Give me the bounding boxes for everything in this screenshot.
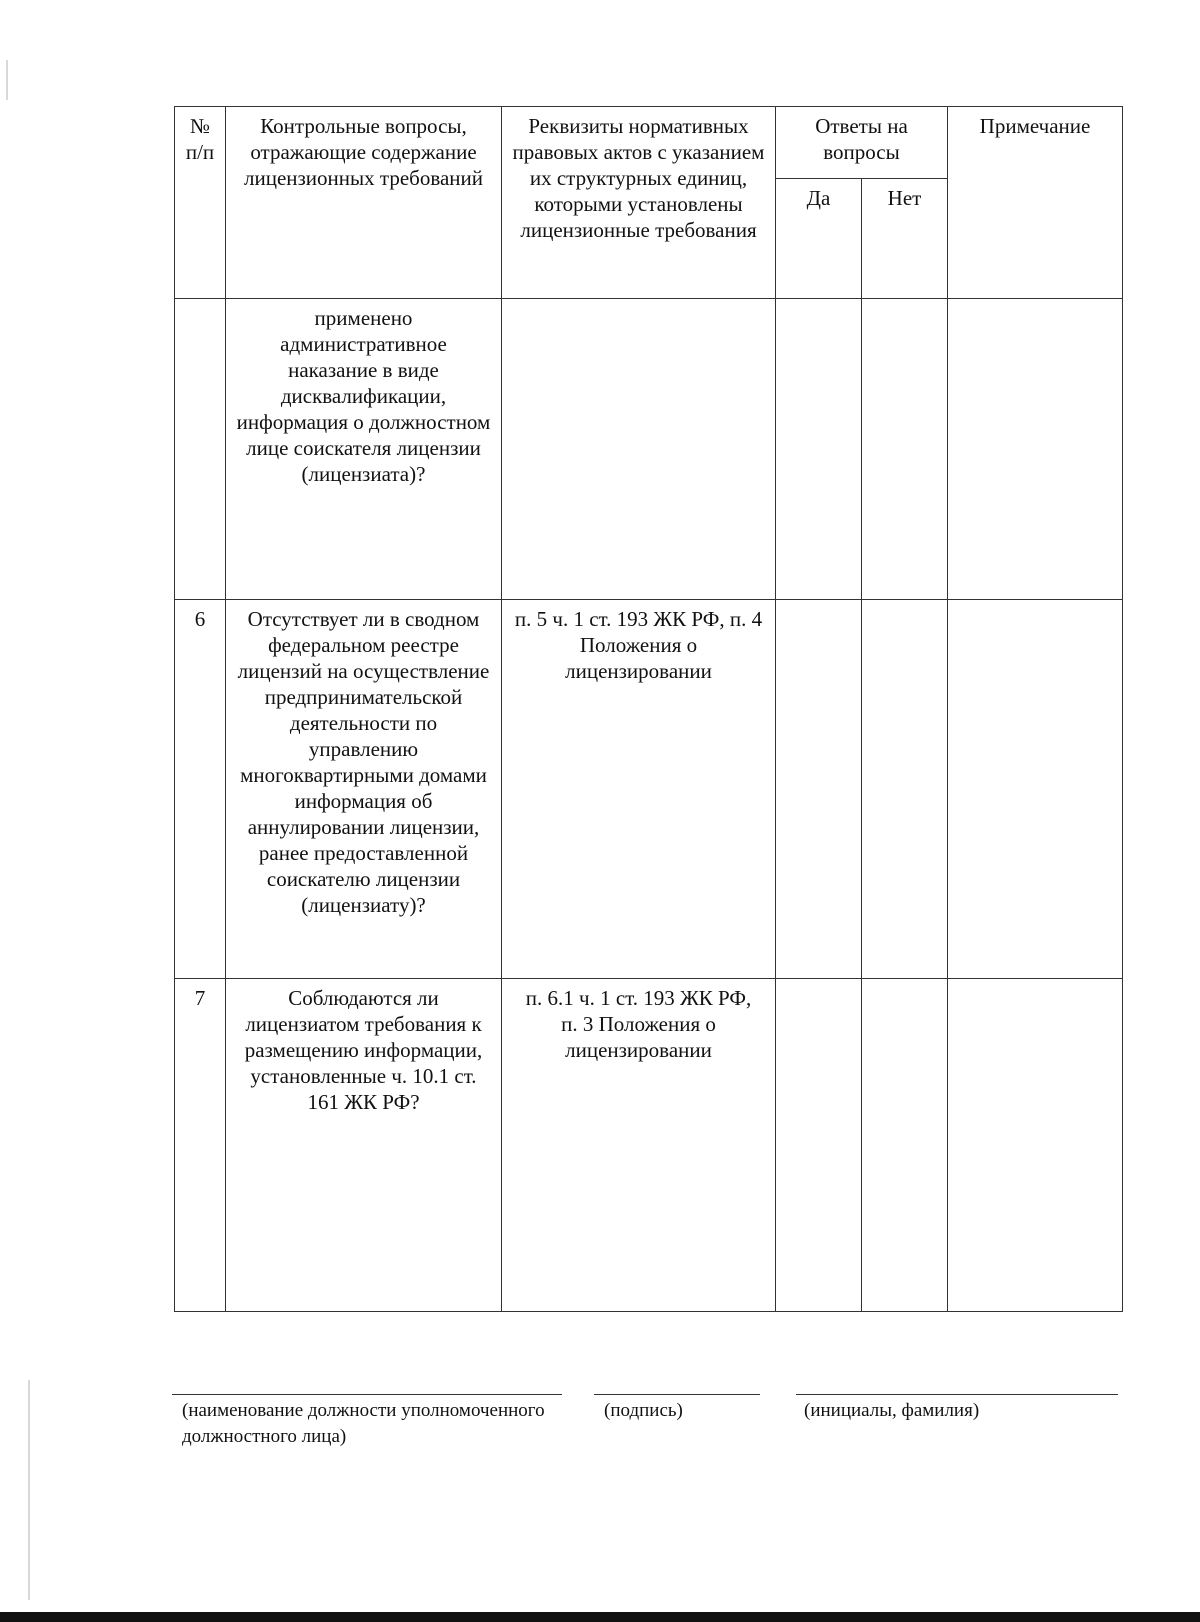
row-number-cell <box>175 299 226 600</box>
requisites-text: п. 6.1 ч. 1 ст. 193 ЖК РФ, п. 3 Положения о лицензировании <box>525 986 752 1062</box>
question-text: Соблюдаются ли лицензиатом требования к размещению информации, установленные ч. 10.1 ст. 161 ЖК РФ? <box>244 986 483 1114</box>
header-question: Контрольные вопросы, отражающие содержание лицензионных требований <box>226 107 502 299</box>
row-number-cell: 6 <box>175 600 226 979</box>
row-requisites-cell <box>502 979 776 1312</box>
scan-edge-mark <box>6 60 8 100</box>
position-caption: (наименование должности уполномоченного должностного лица) <box>182 1400 545 1447</box>
table-row <box>175 299 1123 600</box>
row-question-cell <box>226 299 502 600</box>
header-requisites: Реквизиты нормативных правовых актов с указанием их структурных единиц, которыми установлены лицензионные требования <box>502 107 776 299</box>
header-no: Нет <box>862 179 948 299</box>
row-yes-cell <box>776 299 862 600</box>
signature-caption: (подпись) <box>604 1400 683 1421</box>
requisites-text: п. 5 ч. 1 ст. 193 ЖК РФ, п. 4 Положения о лицензировании <box>514 607 763 683</box>
table-row <box>175 979 1123 1312</box>
header-yes: Да <box>776 179 862 299</box>
row-no-cell <box>862 600 948 979</box>
row-no-cell <box>862 979 948 1312</box>
header-answers: Ответы на вопросы <box>776 107 948 179</box>
row-note-cell <box>948 979 1123 1312</box>
table-row <box>175 600 1123 979</box>
row-number-cell: 7 <box>175 979 226 1312</box>
checklist-table <box>174 106 1123 1312</box>
header-number: № п/п <box>175 107 226 299</box>
name-caption: (инициалы, фамилия) <box>804 1400 980 1421</box>
row-yes-cell <box>776 600 862 979</box>
row-question-cell <box>226 979 502 1312</box>
question-text: Отсутствует ли в сводном федеральном реестре лицензий на осуществление предпринимательской деятельности по управлению многоквартирными домами информация об аннулировании лицензии, ранее предоставленной соискателю лицензии (лицензиату)? <box>237 607 490 917</box>
scan-bottom-edge <box>0 1612 1200 1622</box>
question-text: применено административное наказание в виде дисквалификации, информация о должностном лице соискателя лицензии (лицензиата)? <box>236 306 491 486</box>
table-header-row <box>175 107 1123 179</box>
row-no-cell <box>862 299 948 600</box>
position-signature-line <box>172 1394 562 1395</box>
name-signature-line <box>796 1394 1118 1395</box>
signature-line <box>594 1394 760 1395</box>
row-note-cell <box>948 299 1123 600</box>
header-note: Примечание <box>948 107 1123 299</box>
row-note-cell <box>948 600 1123 979</box>
row-yes-cell <box>776 979 862 1312</box>
row-requisites-cell <box>502 600 776 979</box>
row-requisites-cell <box>502 299 776 600</box>
row-question-cell <box>226 600 502 979</box>
scan-edge-mark <box>28 1380 30 1600</box>
